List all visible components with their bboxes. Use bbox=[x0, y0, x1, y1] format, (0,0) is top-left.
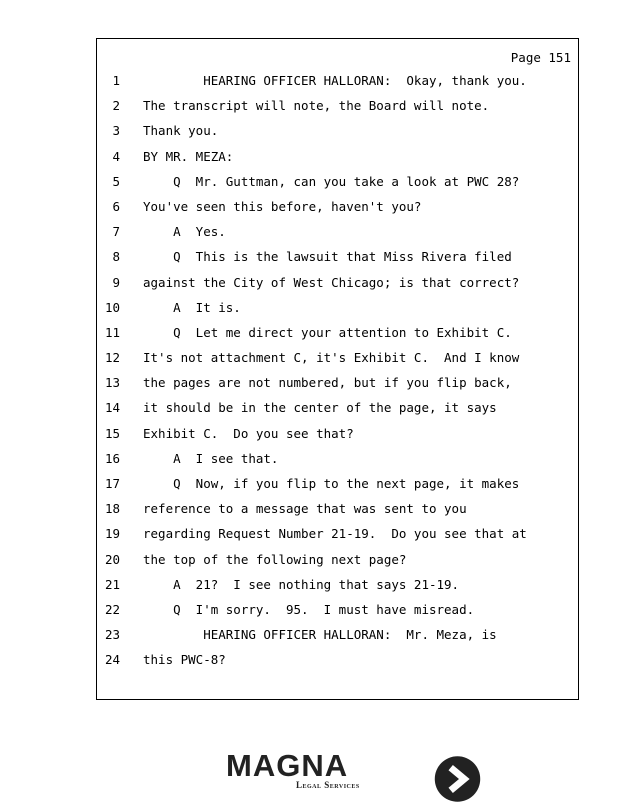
transcript-line bbox=[97, 501, 578, 526]
line-text: Q Mr. Guttman, can you take a look at PWC 28? bbox=[143, 173, 520, 189]
transcript-line bbox=[97, 300, 578, 325]
line-text: the top of the following next page? bbox=[143, 551, 407, 567]
chevron-right-circle-icon bbox=[370, 754, 392, 776]
line-text: A 21? I see nothing that says 21-19. bbox=[143, 576, 460, 592]
line-text: it should be in the center of the page, it says bbox=[143, 400, 497, 416]
line-text: Q This is the lawsuit that Miss Rivera filed bbox=[143, 249, 512, 265]
line-number: 22 bbox=[104, 601, 120, 617]
logo-subtitle: Legal Services bbox=[296, 780, 360, 790]
line-number: 14 bbox=[104, 400, 120, 416]
page-number: Page 151 bbox=[510, 50, 571, 65]
transcript-line bbox=[97, 552, 578, 577]
line-number: 15 bbox=[104, 425, 120, 441]
line-number: 21 bbox=[104, 576, 120, 592]
line-text: regarding Request Number 21-19. Do you see that at bbox=[143, 526, 527, 542]
line-number: 6 bbox=[112, 198, 120, 214]
line-number: 7 bbox=[112, 224, 120, 240]
transcript-line bbox=[97, 400, 578, 425]
line-number: 13 bbox=[104, 375, 120, 391]
line-number: 18 bbox=[104, 501, 120, 517]
transcript-lines bbox=[97, 73, 578, 678]
line-text: A It is. bbox=[143, 299, 241, 315]
line-text: reference to a message that was sent to you bbox=[143, 501, 467, 517]
transcript-line bbox=[97, 224, 578, 249]
line-number: 11 bbox=[104, 324, 120, 340]
transcript-line bbox=[97, 451, 578, 476]
magna-logo bbox=[222, 744, 397, 794]
line-text: A Yes. bbox=[143, 224, 226, 240]
line-number: 23 bbox=[104, 627, 120, 643]
line-text: against the City of West Chicago; is that correct? bbox=[143, 274, 520, 290]
transcript-line bbox=[97, 123, 578, 148]
line-number: 17 bbox=[104, 476, 120, 491]
line-text: Exhibit C. Do you see that? bbox=[143, 425, 354, 441]
line-text: Q Let me direct your attention to Exhibit C. bbox=[143, 324, 512, 340]
line-number: 10 bbox=[104, 299, 120, 315]
line-text: Thank you. bbox=[143, 123, 219, 139]
line-number: 9 bbox=[112, 274, 120, 290]
line-text: A I see that. bbox=[143, 450, 279, 466]
line-text: Q I'm sorry. 95. I must have misread. bbox=[143, 601, 475, 617]
transcript-line bbox=[97, 73, 578, 98]
line-number: 8 bbox=[112, 249, 120, 265]
line-text: this PWC-8? bbox=[143, 652, 226, 668]
transcript-line bbox=[97, 375, 578, 400]
line-text: You've seen this before, haven't you? bbox=[143, 198, 422, 214]
transcript-line bbox=[97, 426, 578, 451]
transcript-line bbox=[97, 526, 578, 551]
transcript-line bbox=[97, 98, 578, 123]
line-text: HEARING OFFICER HALLORAN: Mr. Meza, is bbox=[143, 627, 497, 643]
line-text: BY MR. MEZA: bbox=[143, 148, 234, 164]
transcript-line bbox=[97, 275, 578, 300]
line-text: Q Now, if you flip to the next page, it makes bbox=[143, 476, 520, 491]
transcript-line bbox=[97, 199, 578, 224]
line-number: 12 bbox=[104, 350, 120, 366]
line-number: 16 bbox=[104, 450, 120, 466]
transcript-line bbox=[97, 577, 578, 602]
line-number: 4 bbox=[112, 148, 120, 164]
line-number: 19 bbox=[104, 526, 120, 542]
line-text: the pages are not numbered, but if you flip back, bbox=[143, 375, 512, 391]
transcript-line bbox=[97, 174, 578, 199]
transcript-line bbox=[97, 249, 578, 274]
transcript-line bbox=[97, 652, 578, 677]
line-number: 2 bbox=[112, 98, 120, 114]
line-number: 1 bbox=[112, 73, 120, 88]
line-number: 24 bbox=[104, 652, 120, 668]
transcript-line bbox=[97, 476, 578, 501]
transcript-line bbox=[97, 325, 578, 350]
line-number: 20 bbox=[104, 551, 120, 567]
line-text: The transcript will note, the Board will note. bbox=[143, 98, 490, 114]
transcript-page bbox=[96, 38, 579, 700]
transcript-line bbox=[97, 602, 578, 627]
transcript-line bbox=[97, 350, 578, 375]
line-text: HEARING OFFICER HALLORAN: Okay, thank you. bbox=[143, 73, 527, 88]
line-number: 5 bbox=[112, 173, 120, 189]
line-number: 3 bbox=[112, 123, 120, 139]
transcript-line bbox=[97, 627, 578, 652]
transcript-line bbox=[97, 149, 578, 174]
logo-word: MAGNA bbox=[226, 748, 349, 783]
line-text: It's not attachment C, it's Exhibit C. And I know bbox=[143, 350, 520, 366]
